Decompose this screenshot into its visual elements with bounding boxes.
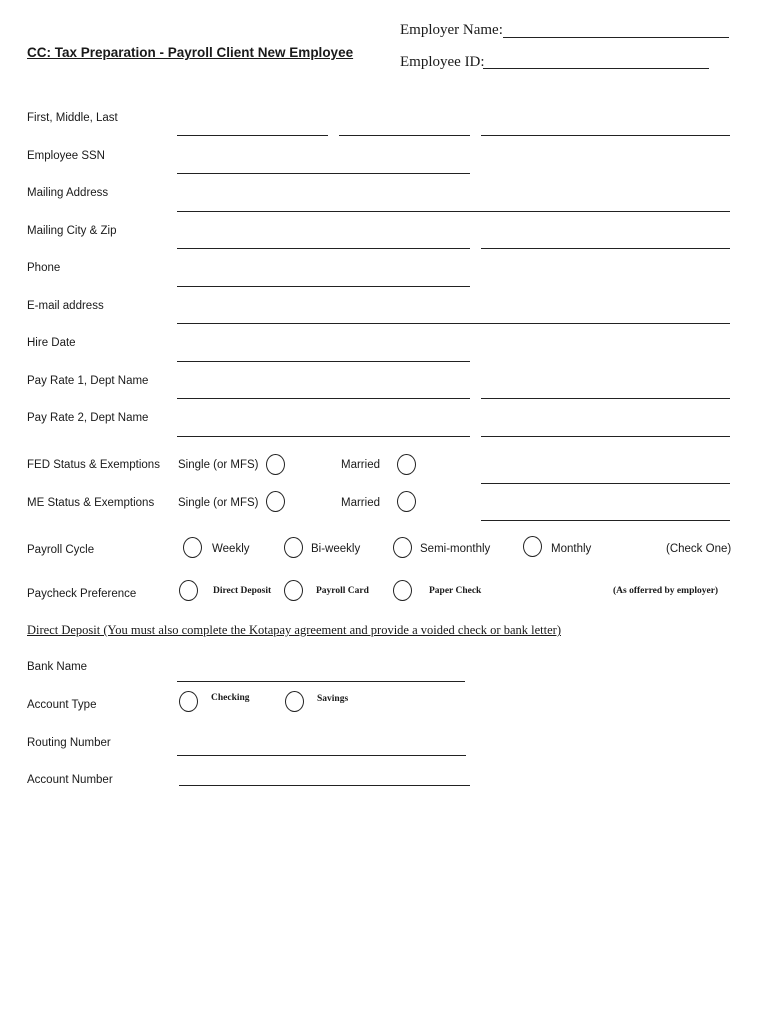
routing-number-field[interactable]	[177, 755, 466, 756]
fed-single-label: Single (or MFS)	[178, 459, 259, 471]
account-type-label: Account Type	[27, 699, 97, 711]
biweekly-radio[interactable]	[284, 537, 303, 558]
me-married-radio[interactable]	[397, 491, 416, 512]
me-single-label: Single (or MFS)	[178, 497, 259, 509]
pay-rate-2-field[interactable]	[177, 436, 470, 437]
fed-status-label: FED Status & Exemptions	[27, 459, 160, 471]
payroll-card-label: Payroll Card	[316, 586, 369, 596]
phone-field[interactable]	[177, 286, 470, 287]
fed-married-label: Married	[341, 459, 380, 471]
employee-id-label: Employee ID:	[400, 54, 485, 70]
hire-date-label: Hire Date	[27, 337, 76, 349]
direct-deposit-heading: Direct Deposit (You must also complete the Kotapay agreement and provide a voided check or bank letter)	[27, 623, 561, 637]
email-label: E-mail address	[27, 300, 104, 312]
payroll-cycle-label: Payroll Cycle	[27, 544, 95, 556]
employee-id-field[interactable]	[483, 68, 709, 69]
phone-label: Phone	[27, 262, 61, 274]
savings-radio[interactable]	[285, 691, 304, 712]
mailing-zip-field[interactable]	[481, 248, 730, 249]
dept-name-1-field[interactable]	[481, 398, 730, 399]
mailing-city-field[interactable]	[177, 248, 470, 249]
paycheck-preference-label: Paycheck Preference	[27, 588, 137, 600]
biweekly-label: Bi-weekly	[311, 543, 361, 555]
page-title: CC: Tax Preparation - Payroll Client New Employee	[27, 45, 354, 60]
bank-name-field[interactable]	[177, 681, 465, 682]
as-offered-note: (As offerred by employer)	[613, 586, 719, 596]
direct-deposit-radio[interactable]	[179, 580, 198, 601]
direct-deposit-label: Direct Deposit	[213, 586, 272, 596]
routing-number-label: Routing Number	[27, 737, 111, 749]
pay-rate-2-label: Pay Rate 2, Dept Name	[27, 412, 149, 424]
middle-name-field[interactable]	[339, 135, 470, 136]
semimonthly-label: Semi-monthly	[420, 543, 491, 555]
last-name-field[interactable]	[481, 135, 730, 136]
mailing-address-field[interactable]	[177, 211, 730, 212]
checking-radio[interactable]	[179, 691, 198, 712]
me-married-label: Married	[341, 497, 380, 509]
pay-rate-1-label: Pay Rate 1, Dept Name	[27, 375, 149, 387]
bank-name-label: Bank Name	[27, 661, 88, 673]
fed-exemptions-field[interactable]	[481, 483, 730, 484]
account-number-label: Account Number	[27, 774, 113, 786]
me-single-radio[interactable]	[266, 491, 285, 512]
payroll-card-radio[interactable]	[284, 580, 303, 601]
mailing-city-zip-label: Mailing City & Zip	[27, 225, 117, 237]
mailing-address-label: Mailing Address	[27, 187, 109, 199]
checking-label: Checking	[211, 693, 250, 703]
dept-name-2-field[interactable]	[481, 436, 730, 437]
hire-date-field[interactable]	[177, 361, 470, 362]
employer-name-label: Employer Name:	[400, 22, 503, 38]
employer-name-field[interactable]	[503, 37, 729, 38]
savings-label: Savings	[317, 694, 349, 704]
weekly-label: Weekly	[212, 543, 250, 555]
monthly-radio[interactable]	[523, 536, 542, 557]
name-label: First, Middle, Last	[27, 112, 118, 124]
weekly-radio[interactable]	[183, 537, 202, 558]
ssn-field[interactable]	[177, 173, 470, 174]
monthly-label: Monthly	[551, 543, 592, 555]
email-field[interactable]	[177, 323, 730, 324]
first-name-field[interactable]	[177, 135, 328, 136]
ssn-label: Employee SSN	[27, 150, 105, 162]
semimonthly-radio[interactable]	[393, 537, 412, 558]
me-status-label: ME Status & Exemptions	[27, 497, 155, 509]
paper-check-label: Paper Check	[429, 586, 482, 596]
me-exemptions-field[interactable]	[481, 520, 730, 521]
account-number-field[interactable]	[179, 785, 470, 786]
pay-rate-1-field[interactable]	[177, 398, 470, 399]
check-one-note: (Check One)	[666, 543, 732, 555]
paper-check-radio[interactable]	[393, 580, 412, 601]
fed-single-radio[interactable]	[266, 454, 285, 475]
fed-married-radio[interactable]	[397, 454, 416, 475]
